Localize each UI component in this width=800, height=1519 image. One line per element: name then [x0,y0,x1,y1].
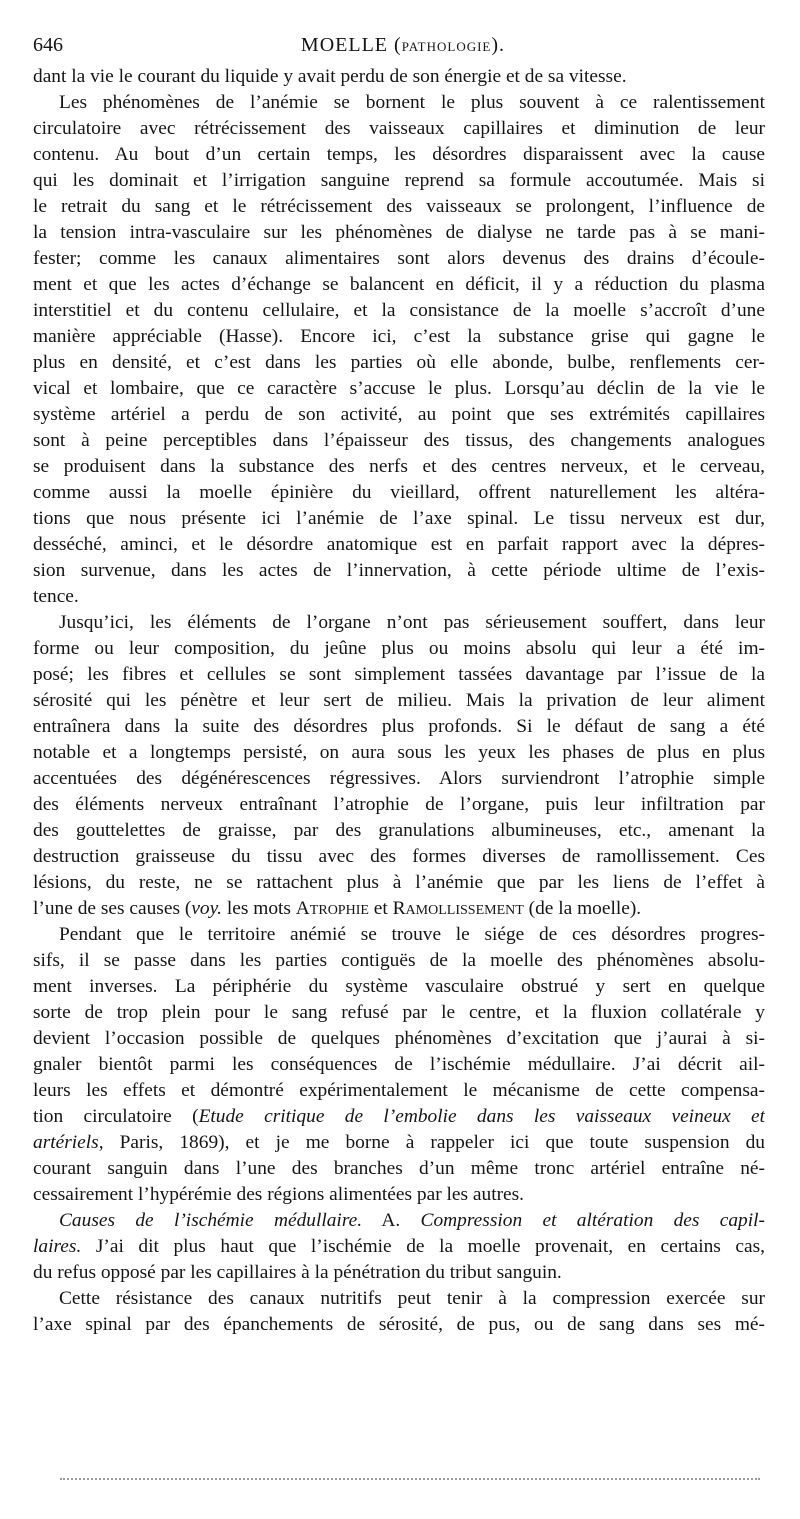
text-line: contenu. Au bout d’un certain temps, les désordres disparaissent avec la cause [33,144,765,165]
text-line: se produisent dans la substance des nerfs et des centres nerveux, et le cerveau, [33,456,765,477]
text-run: et [368,898,393,919]
text-line: desséché, aminci, et le désordre anatomique est en parfait rapport avec la dépres- [33,534,765,555]
text-line: sont à peine perceptibles dans l’épaisseur des tissus, des changements analogues [33,430,765,451]
text-line: des éléments nerveux entraînant l’atrophie de l’organe, puis leur infiltration par [33,794,765,815]
text-run-italic: voy. [191,898,222,919]
text-line: des gouttelettes de graisse, par des granulations albumineuses, etc., amenant la [33,820,765,841]
cross-reference: Ramollissement [392,898,524,919]
text-line: posé; les fibres et cellules se sont simplement tassées davantage par l’issue de la [33,664,765,685]
section-heading: Causes de l’ischémie médullaire. [59,1210,363,1231]
text-run: J’ai dit plus haut que l’ischémie de la moelle provenait, en certains cas, [81,1236,765,1257]
text-line: du refus opposé par les capillaires à la pénétration du tribut sanguin. [33,1262,562,1283]
text-line: vical et lombaire, que ce caractère s’accuse le plus. Lorsqu’au déclin de la vie le [33,378,765,399]
cross-reference: Atrophie [295,898,369,919]
text-line: ment et que les actes d’échange se balancent en déficit, il y a réduction du plasma [33,274,765,295]
running-header [33,32,773,58]
text-line: Pendant que le territoire anémié se trouve le siége de ces désordres progres- [59,924,765,945]
text-line: destruction graisseuse du tissu avec des formes diverses de ramollissement. Ces [33,846,765,867]
text-run: (de la moelle). [523,898,642,919]
text-line [33,1130,765,1156]
running-title-end: ). [491,34,506,56]
text-line: le retrait du sang et le rétrécissement des vaisseaux se prolongent, l’influence de [33,196,765,217]
text-line: Jusqu’ici, les éléments de l’organe n’ont pas sérieusement souffert, dans leur [59,612,765,633]
text-line: manière appréciable (Hasse). Encore ici, c’est la substance grise qui gagne le [33,326,765,347]
paragraph [33,90,765,610]
paragraph [33,610,765,922]
text-line: entraînera dans la suite des désordres plus profonds. Si le défaut de sang a été [33,716,765,737]
page-footer-rule [60,1478,760,1482]
text-line [33,1234,765,1260]
section-subheading: Compression et altération des capil- [420,1210,765,1231]
text-run: tion circulatoire ( [33,1106,199,1127]
text-line: accentuées des dégénérescences régressives. Alors surviendront l’atrophie simple [33,768,765,789]
text-line: sion survenue, dans les actes de l’innervation, à cette période ultime de l’exis- [33,560,765,581]
text-line: forme ou leur composition, du jeûne plus ou moins absolu qui leur a été im- [33,638,765,659]
text-line: fester; comme les canaux alimentaires sont alors devenus des drains d’écoule- [33,248,765,269]
text-line: interstitiel et du contenu cellulaire, et la consistance de la moelle s’accroît d’une [33,300,765,321]
text-line: comme aussi la moelle épinière du vieillard, offrent naturellement les altéra- [33,482,765,503]
text-line: devient l’occasion possible de quelques phénomènes d’excitation que j’aurai à si- [33,1028,765,1049]
running-title [33,32,773,60]
text-line: plus en densité, et c’est dans les parties où elle abonde, bulbe, renflements cer- [33,352,765,373]
text-line: circulatoire avec rétrécissement des vaisseaux capillaires et diminution de leur [33,118,765,139]
text-run: A. [362,1210,421,1231]
running-title-subtitle: PATHOLOGIE [401,39,492,54]
text-line: tence. [33,586,79,607]
text-line [33,1208,765,1234]
paragraph [33,1208,765,1286]
running-title-main: MOELLE ( [300,34,402,56]
section-subheading: laires. [33,1236,82,1257]
citation-title: Etude critique de l’embolie dans les vaisseaux veineux et [198,1106,765,1127]
text-line: système artériel a perdu de son activité, au point que ses extrémités capillaires [33,404,765,425]
paragraph [33,1286,765,1338]
text-line: tions que nous présente ici l’anémie de l’axe spinal. Le tissu nerveux est dur, [33,508,765,529]
paragraph [33,922,765,1208]
text-line: notable et a longtemps persisté, on aura sous les yeux les phases de plus en plus [33,742,765,763]
text-line: Cette résistance des canaux nutritifs peut tenir à la compression exercée sur [59,1288,765,1309]
text-line [33,896,765,922]
text-line: lésions, du reste, ne se rattachent plus à l’anémie que par les liens de l’effet à [33,872,765,893]
text-line: Les phénomènes de l’anémie se bornent le plus souvent à ce ralentissement [59,92,765,113]
text-line [33,1104,765,1130]
text-line: gnaler bientôt parmi les conséquences de l’ischémie médullaire. J’ai décrit ail- [33,1054,765,1075]
text-line: sifs, il se passe dans les parties contiguës de la moelle des phénomènes absolu- [33,950,765,971]
text-line: leurs les effets et démontré expérimentalement le mécanisme de cette compensa- [33,1080,765,1101]
text-line: la tension intra-vasculaire sur les phénomènes de dialyse ne tarde pas à se mani- [33,222,765,243]
page-number: 646 [33,34,63,56]
body-text [33,64,765,1338]
text-run: l’une de ses causes ( [33,898,192,919]
text-line: sorte de trop plein pour le sang refusé par le centre, et la fluxion collatérale y [33,1002,765,1023]
text-line: courant sanguin dans l’une des branches d’un même tronc artériel entraîne né- [33,1158,765,1179]
text-line: qui les dominait et l’irrigation sanguine reprend sa formule accoutumée. Mais si [33,170,765,191]
text-run: , Paris, 1869), et je me borne à rappeler ici que toute suspension du [98,1132,765,1153]
citation-title: artériels [33,1132,99,1153]
text-line: l’axe spinal par des épanchements de sérosité, de pus, ou de sang dans ses mé- [33,1314,765,1335]
text-run: les mots [222,898,296,919]
paragraph [33,64,765,90]
text-line: ment inverses. La périphérie du système vasculaire obstrué y sert en quelque [33,976,765,997]
text-line: dant la vie le courant du liquide y avait perdu de son énergie et de sa vitesse. [33,66,627,87]
text-line: sérosité qui les pénètre et leur sert de milieu. Mais la privation de leur aliment [33,690,765,711]
text-line: cessairement l’hypérémie des régions alimentées par les autres. [33,1184,525,1205]
